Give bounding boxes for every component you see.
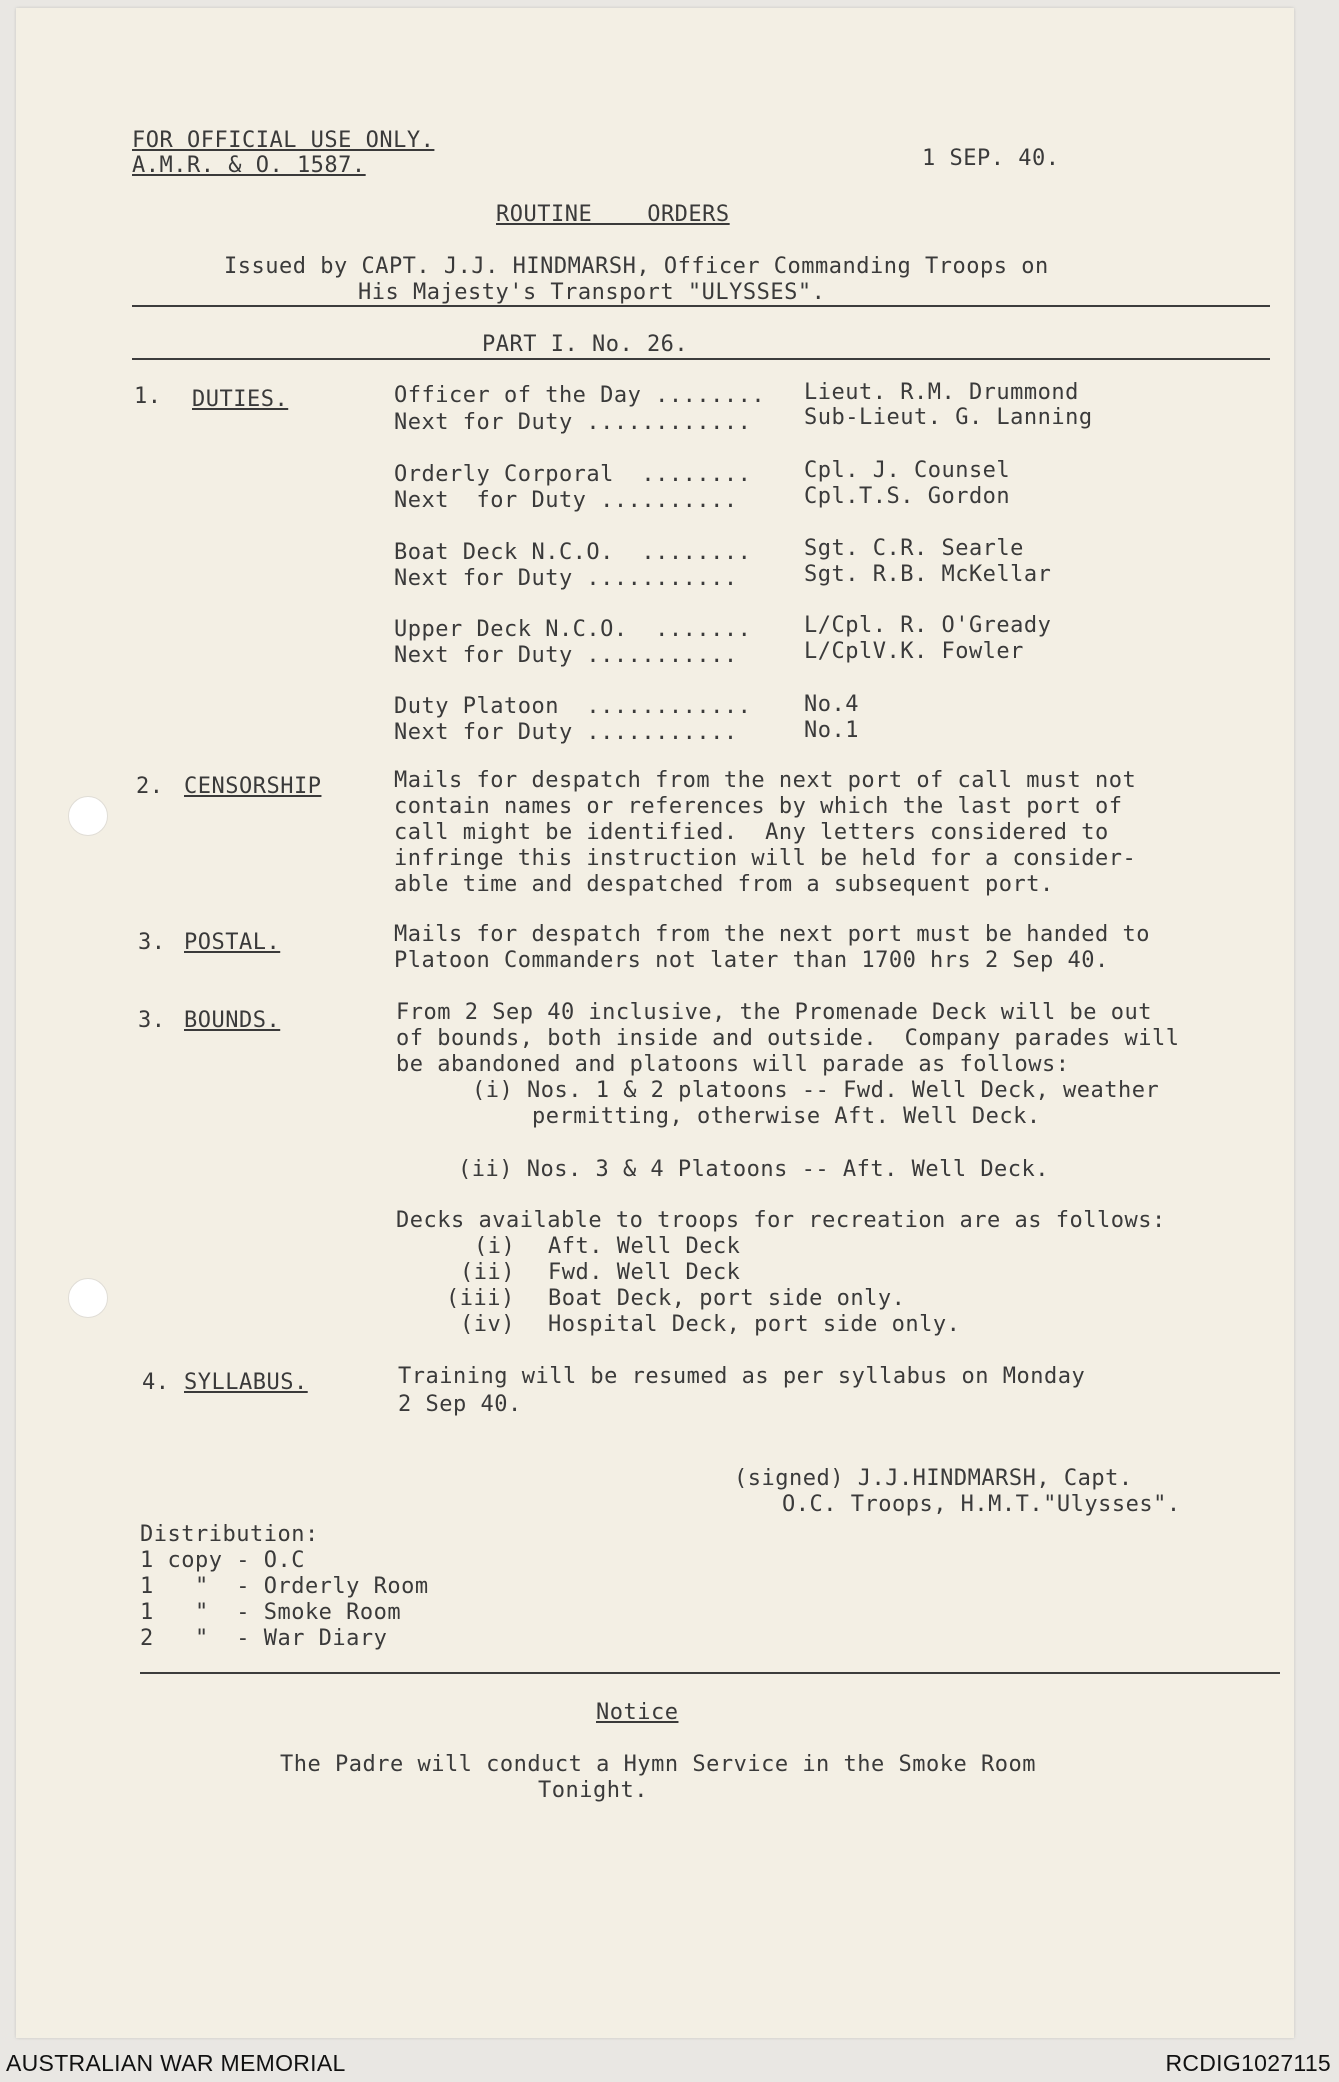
censorship-text: call might be identified. Any letters considered to: [394, 820, 1109, 845]
section-heading-postal: POSTAL.: [184, 930, 281, 955]
deck-name: Hospital Deck, port side only.: [548, 1312, 961, 1337]
punch-hole-lower: [68, 1278, 108, 1318]
postal-text: Platoon Commanders not later than 1700 hrs 2 Sep 40.: [394, 948, 1109, 973]
duty-label: Duty Platoon ............: [394, 694, 752, 719]
section-heading-censorship: CENSORSHIP: [184, 774, 322, 799]
deck-number: (ii): [460, 1260, 515, 1285]
syllabus-text: Training will be resumed as per syllabus on Monday: [398, 1364, 1086, 1389]
parade-order-2: (ii) Nos. 3 & 4 Platoons -- Aft. Well Deck.: [458, 1157, 1050, 1182]
distribution-row: 2 " - War Diary: [140, 1626, 388, 1651]
bounds-text: be abandoned and platoons will parade as follows:: [396, 1052, 1070, 1077]
section-number-duties: 1.: [134, 384, 162, 409]
notice-heading: Notice: [596, 1700, 679, 1725]
duty-value: L/Cpl. R. O'Gready: [804, 613, 1052, 638]
section-number-bounds: 3.: [138, 1008, 166, 1033]
deck-name: Aft. Well Deck: [548, 1234, 741, 1259]
bounds-text: From 2 Sep 40 inclusive, the Promenade Deck will be out: [396, 1000, 1152, 1025]
document-title: ROUTINE ORDERS: [496, 202, 730, 227]
duty-label: Next for Duty ............: [394, 410, 752, 435]
distribution-rule: [140, 1672, 1280, 1674]
official-use-label: FOR OFFICIAL USE ONLY.: [132, 128, 435, 153]
duty-value: Cpl.T.S. Gordon: [804, 484, 1011, 509]
section-number-censorship: 2.: [136, 774, 164, 799]
notice-text-2: Tonight.: [538, 1778, 648, 1803]
deck-name: Boat Deck, port side only.: [548, 1286, 906, 1311]
order-date: 1 SEP. 40.: [922, 146, 1060, 171]
duty-value: Sgt. C.R. Searle: [804, 536, 1024, 561]
deck-number: (iv): [460, 1312, 515, 1337]
section-heading-bounds: BOUNDS.: [184, 1008, 281, 1033]
deck-number: (iii): [446, 1286, 515, 1311]
distribution-row: 1 copy - O.C: [140, 1548, 305, 1573]
syllabus-text: 2 Sep 40.: [398, 1392, 522, 1417]
issued-by-line-2: His Majesty's Transport "ULYSSES".: [358, 280, 826, 305]
duty-label: Next for Duty ..........: [394, 488, 738, 513]
archive-id: RCDIG1027115: [1165, 2050, 1331, 2076]
reference-number: A.M.R. & O. 1587.: [132, 153, 366, 178]
deck-name: Fwd. Well Deck: [548, 1260, 741, 1285]
header-rule-2: [132, 358, 1270, 360]
duty-value: Cpl. J. Counsel: [804, 458, 1011, 483]
part-number: PART I. No. 26.: [482, 332, 689, 357]
duty-value: Sub-Lieut. G. Lanning: [804, 405, 1093, 430]
section-heading-syllabus: SYLLABUS.: [184, 1370, 308, 1395]
duty-value: Lieut. R.M. Drummond: [804, 380, 1079, 405]
header-rule-1: [132, 305, 1270, 307]
duty-label: Next for Duty ...........: [394, 643, 738, 668]
section-number-postal: 3.: [138, 930, 166, 955]
duty-label: Next for Duty ...........: [394, 720, 738, 745]
punch-hole-upper: [68, 796, 108, 836]
postal-text: Mails for despatch from the next port must be handed to: [394, 922, 1150, 947]
distribution-row: 1 " - Smoke Room: [140, 1600, 402, 1625]
duty-label: Officer of the Day ........: [394, 383, 766, 408]
censorship-text: contain names or references by which the last port of: [394, 794, 1123, 819]
duty-value: Sgt. R.B. McKellar: [804, 562, 1052, 587]
decks-intro: Decks available to troops for recreation are as follows:: [396, 1208, 1166, 1233]
duty-value: No.1: [804, 718, 859, 743]
parade-order-1-cont: permitting, otherwise Aft. Well Deck.: [532, 1104, 1041, 1129]
censorship-text: Mails for despatch from the next port of call must not: [394, 768, 1137, 793]
notice-text-1: The Padre will conduct a Hymn Service in the Smoke Room: [280, 1752, 1036, 1777]
duty-label: Orderly Corporal ........: [394, 462, 752, 487]
section-number-syllabus: 4.: [142, 1370, 170, 1395]
censorship-text: infringe this instruction will be held for a consider-: [394, 846, 1137, 871]
duty-label: Upper Deck N.C.O. .......: [394, 617, 752, 642]
distribution-row: 1 " - Orderly Room: [140, 1574, 429, 1599]
duty-value: No.4: [804, 692, 859, 717]
distribution-heading: Distribution:: [140, 1522, 319, 1547]
duty-value: L/CplV.K. Fowler: [804, 639, 1024, 664]
signature-line-2: O.C. Troops, H.M.T."Ulysses".: [782, 1492, 1181, 1517]
deck-number: (i): [474, 1234, 516, 1259]
duty-label: Next for Duty ...........: [394, 566, 738, 591]
signature-line-1: (signed) J.J.HINDMARSH, Capt.: [734, 1466, 1133, 1491]
censorship-text: able time and despatched from a subsequent port.: [394, 872, 1054, 897]
parade-order-1: (i) Nos. 1 & 2 platoons -- Fwd. Well Deck, weather: [472, 1078, 1160, 1103]
duty-label: Boat Deck N.C.O. ........: [394, 540, 752, 565]
archive-name: AUSTRALIAN WAR MEMORIAL: [6, 2050, 346, 2076]
section-heading-duties: DUTIES.: [192, 387, 289, 412]
bounds-text: of bounds, both inside and outside. Company parades will: [396, 1026, 1180, 1051]
issued-by-line-1: Issued by CAPT. J.J. HINDMARSH, Officer Commanding Troops on: [224, 254, 1049, 279]
